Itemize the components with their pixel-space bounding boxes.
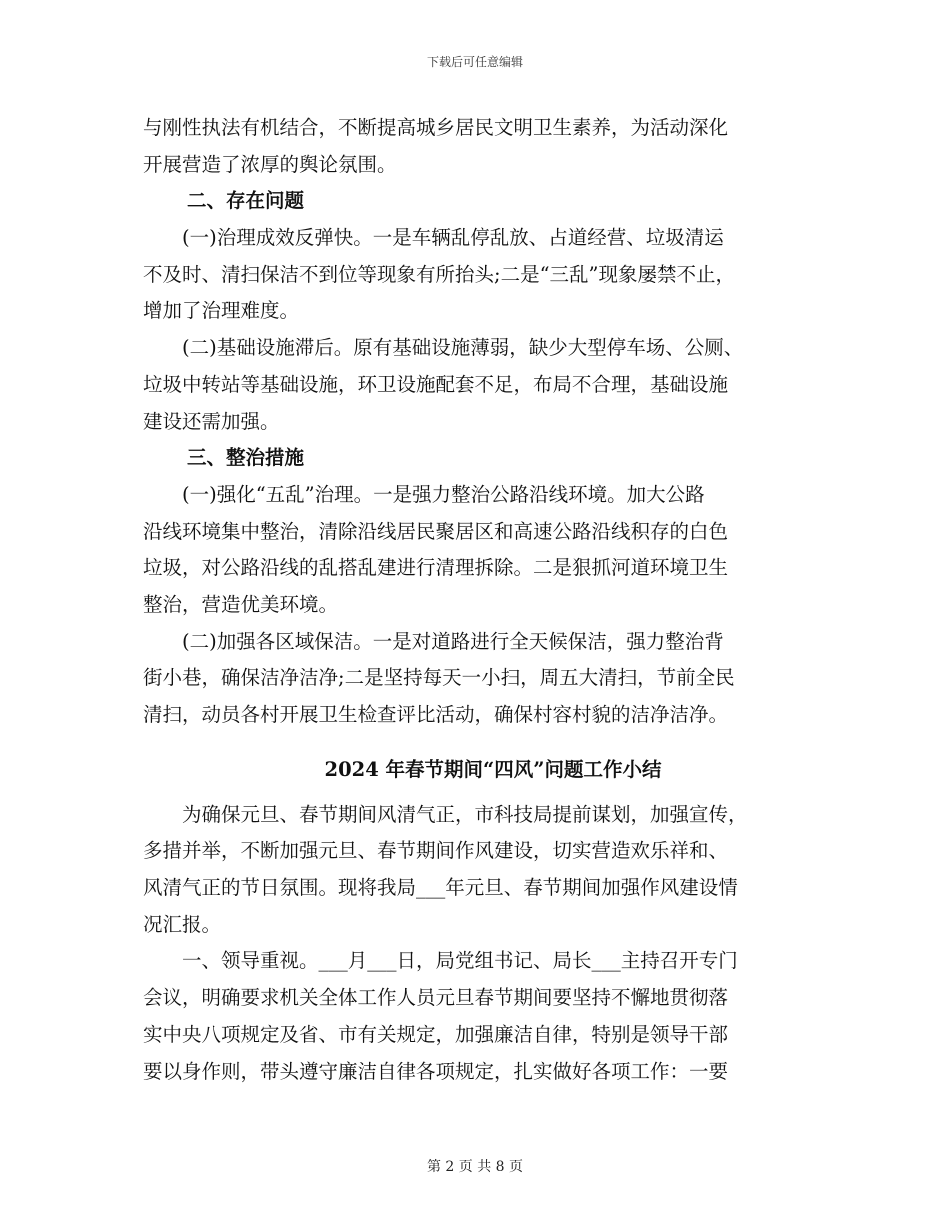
text-line: 开展营造了浓厚的舆论氛围。 <box>143 152 397 176</box>
text-line: 街小巷，确保洁净洁净;二是坚持每天一小扫，周五大清扫，节前全民 <box>143 666 735 690</box>
document-title: 2024 年春节期间“四风”问题工作小结 <box>324 757 662 781</box>
page-header: 下载后可任意编辑 <box>426 55 523 69</box>
text-line: 清扫，动员各村开展卫生检查评比活动，确保村容村貌的洁净洁净。 <box>143 703 729 726</box>
section-heading-problems: 二、存在问题 <box>187 189 305 213</box>
text-line: 风清气正的节日氛围。现将我局___年元旦、春节期间加强作风建设情 <box>143 876 738 900</box>
text-line: 沿线环境集中整治，清除沿线居民聚居区和高速公路沿线积存的白色 <box>143 519 729 543</box>
text-line: 垃圾中转站等基础设施，环卫设施配套不足，布局不合理，基础设施 <box>143 372 729 396</box>
text-line: (二)加强各区域保洁。一是对道路进行全天候保洁，强力整治背 <box>182 629 724 653</box>
text-line: 多措并举，不断加强元旦、春节期间作风建设，切实营造欢乐祥和、 <box>143 839 729 863</box>
text-line: 一、领导重视。___月___日，局党组书记、局长___主持召开专门 <box>182 949 738 973</box>
text-line: 实中央八项规定及省、市有关规定，加强廉洁自律，特别是领导干部 <box>143 1022 729 1046</box>
document-body <box>143 110 843 1090</box>
page-footer: 第 2 页 共 8 页 <box>426 1159 524 1175</box>
text-line: (一)治理成效反弹快。一是车辆乱停乱放、占道经营、垃圾清运 <box>182 226 724 250</box>
text-line: 要以身作则，带头遵守廉洁自律各项规定，扎实做好各项工作：一要 <box>143 1059 729 1083</box>
text-line: 况汇报。 <box>143 912 222 936</box>
text-line: 为确保元旦、春节期间风清气正，市科技局提前谋划，加强宣传， <box>182 802 748 826</box>
text-line: 不及时、清扫保洁不到位等现象有所抬头;二是“三乱”现象屡禁不止， <box>143 262 736 286</box>
text-line: 整治，营造优美环境。 <box>143 592 339 616</box>
text-line: 与刚性执法有机结合，不断提高城乡居民文明卫生素养，为活动深化 <box>143 116 729 139</box>
text-line: 增加了治理难度。 <box>143 299 300 323</box>
text-line: 建设还需加强。 <box>143 409 280 433</box>
text-line: 会议，明确要求机关全体工作人员元旦春节期间要坚持不懈地贯彻落 <box>143 986 729 1010</box>
section-heading-measures: 三、整治措施 <box>187 446 305 470</box>
text-line: (一)强化“五乱”治理。一是强力整治公路沿线环境。加大公路 <box>182 482 705 506</box>
text-line: (二)基础设施滞后。原有基础设施薄弱，缺少大型停车场、公厕、 <box>182 336 744 360</box>
text-line: 垃圾，对公路沿线的乱搭乱建进行清理拆除。二是狠抓河道环境卫生 <box>143 556 729 580</box>
